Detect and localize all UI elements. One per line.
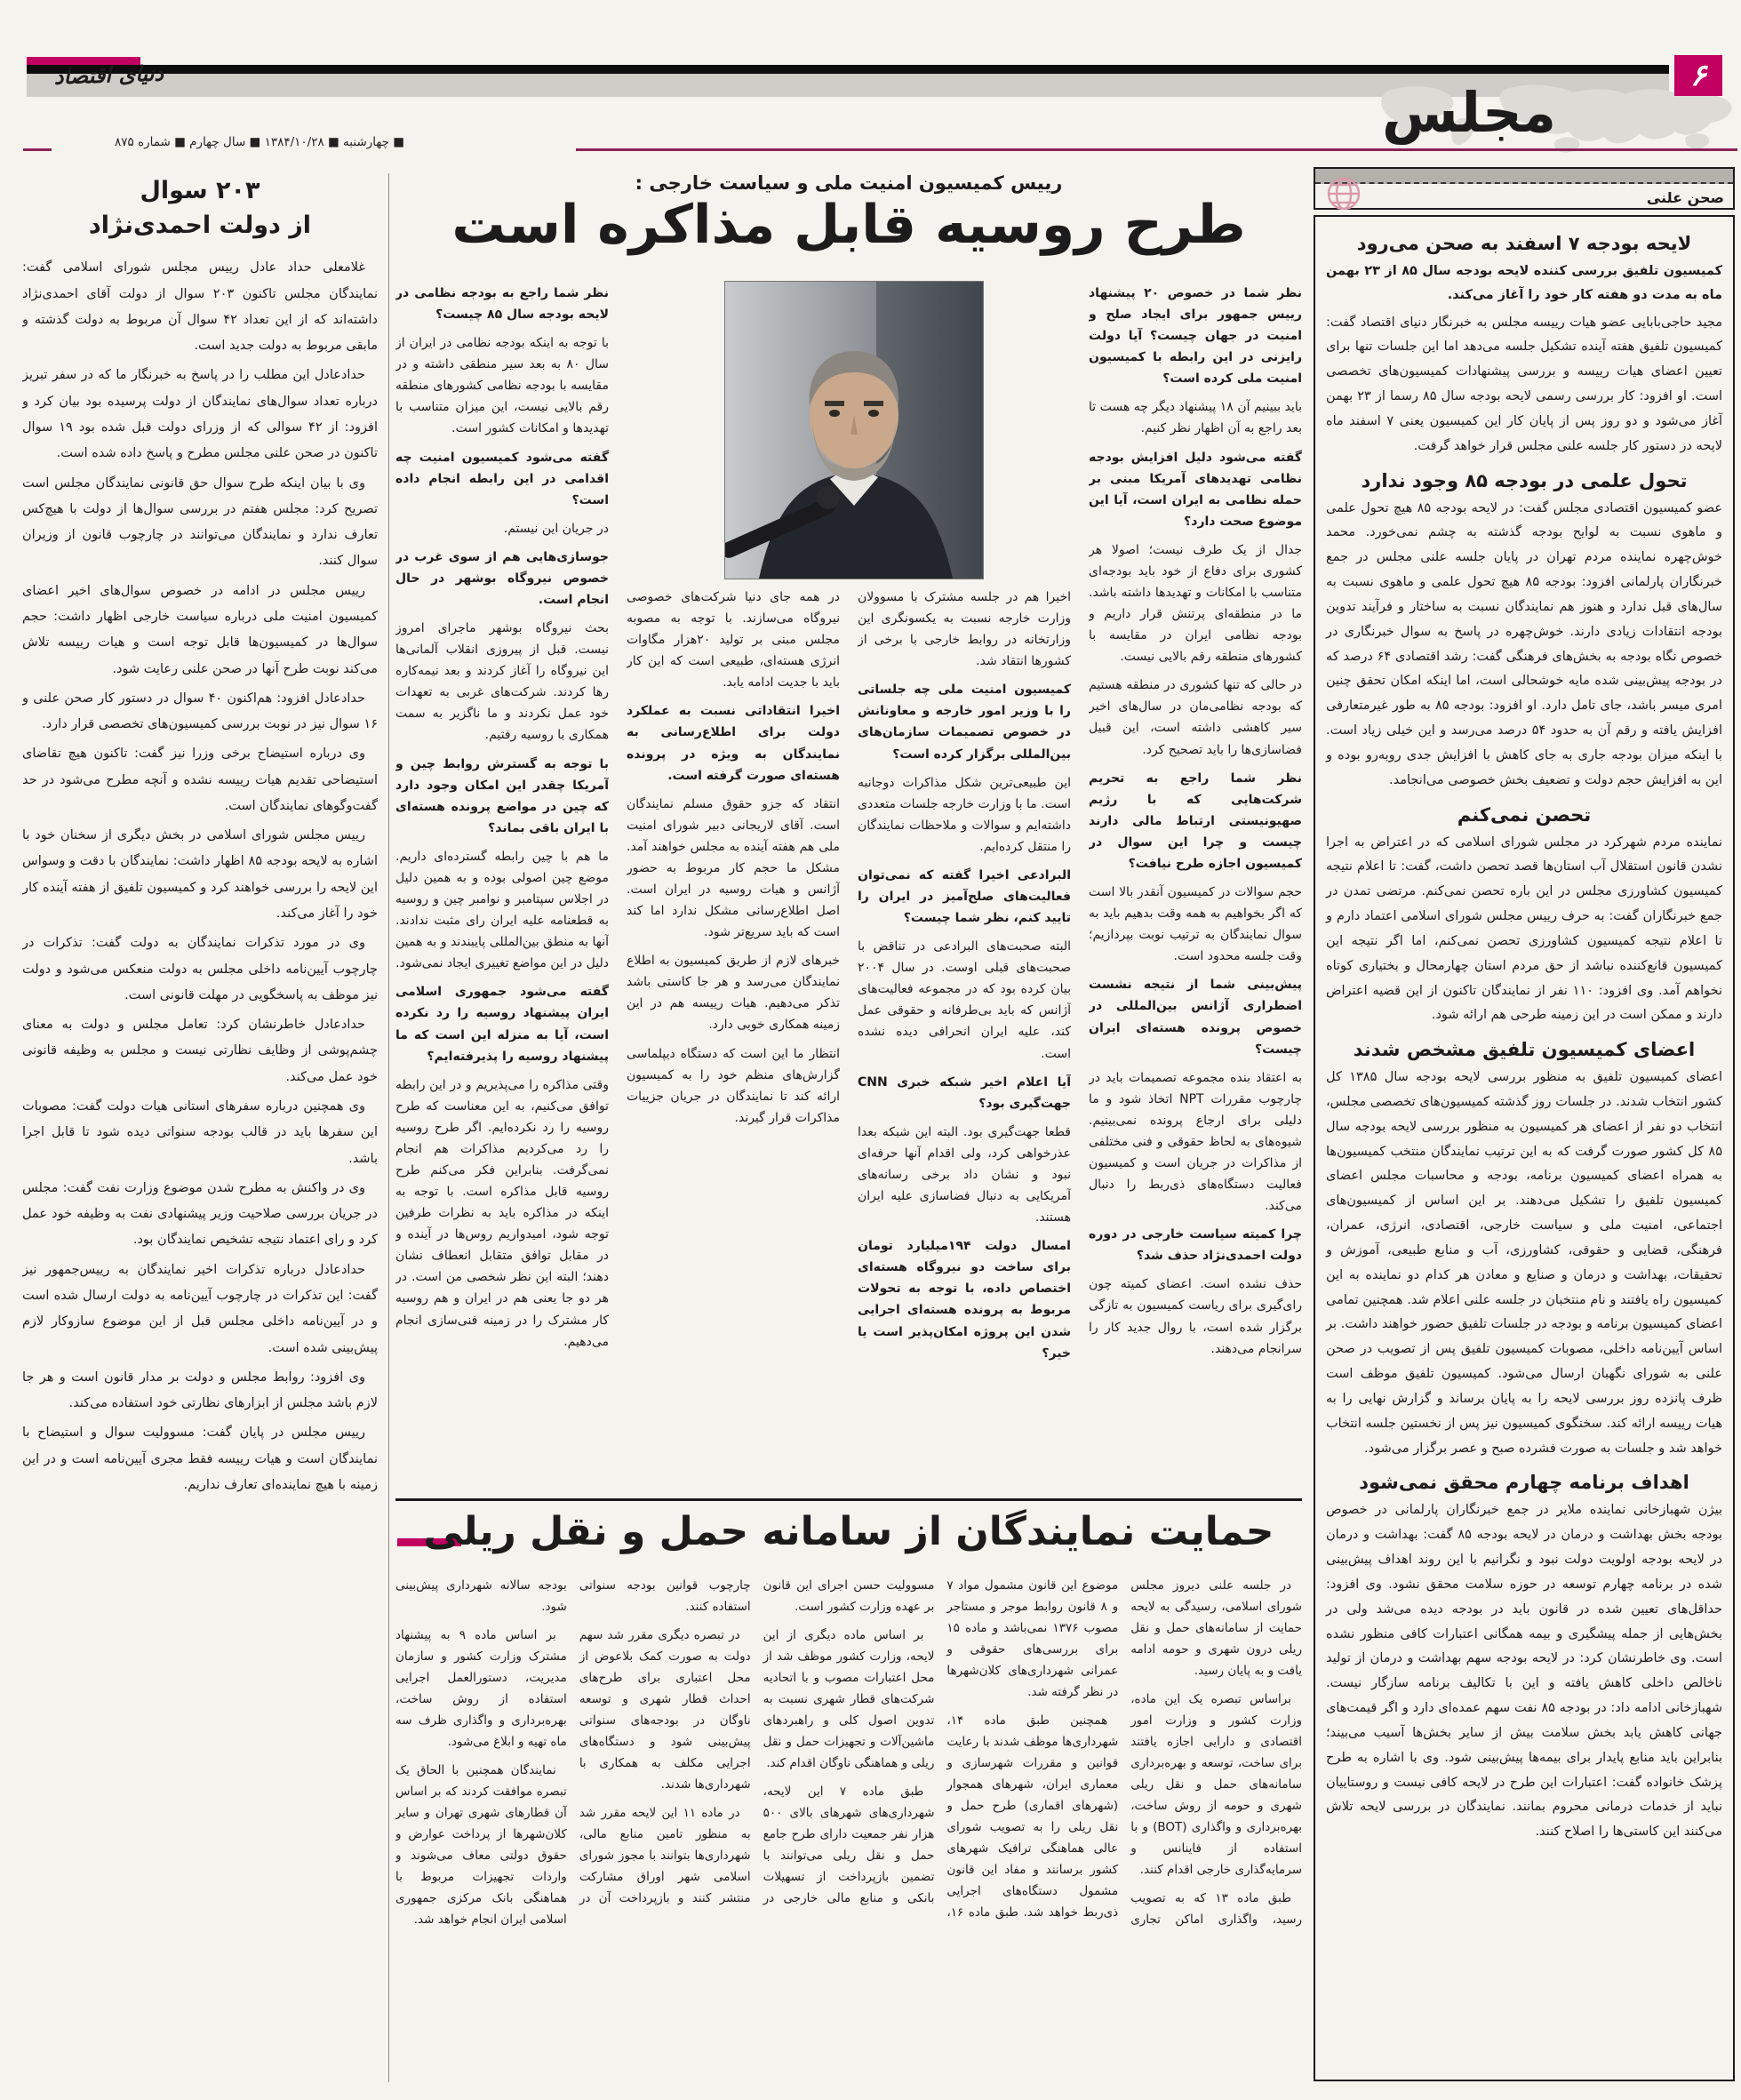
article-paragraph: حدادعادل خاطرنشان کرد: تعامل مجلس و دولت به معنای چشم‌پوشی از وظایف نظارتی نیست و مجلس به وظیفه قانونی خود عمل می‌کند. [22, 1018, 378, 1084]
article-paragraph: در ماده ۱۱ این لایحه مقرر شد به منظور تامین منابع مالی، شهرداری‌ها بتوانند با مجوز شورای اسلامی شهر اوراق مشارکت منتشر کنند و بازپرداخت آن در بودجه سالانه شهرداری پیش‌بینی شود. [395, 1578, 751, 1906]
sahn-item-body: مجید حاجی‌بابایی عضو هیات رییسه مجلس به خبرنگار دنیای اقتصاد گفت: کمیسیون تلفیق هفته آینده تشکیل جلسه می‌دهد اما این جلسات تنها برای تعیین اعضای هیات رییسه و بررسی پیشنهادات کمیسیون‌های تخصصی است. او افزود: کار بررسی رسمی لایحه بودجه سال ۸۵ رسما از ۲۳ بهمن آغاز می‌شود و دو روز پس از پایان کار این کمیسیون یعنی ۷ اسفند ماه لایحه در دستور کار جلسه علنی مجلس قرار خواهد گرفت. [1326, 315, 1723, 453]
article-paragraph: در جلسه علنی دیروز مجلس شورای اسلامی، رسیدگی به لایحه حمایت از سامانه‌های حمل و نقل ریلی درون شهری و حومه ادامه یافت و به پایان رسید. [1130, 1578, 1302, 1679]
answer-paragraph: با توجه به اینکه بودجه نظامی در ایران از سال ۸۰ به بعد سیر منطقی داشته و در مقایسه با بودجه نظامی کشورهای منطقه رقم بالایی نیست، این میزان متناسب با تهدیدها و امکانات کشور است. [395, 336, 609, 436]
interview-headline: طرح روسیه قابل مذاکره است [451, 194, 1246, 256]
interview-column-3 [627, 587, 840, 1489]
sahn-item-lead: کمیسیون تلفیق بررسی کننده لایحه بودجه سال ۸۵ از ۲۳ بهمن ماه به مدت دو هفته کار خود را آغاز می‌کند. [1326, 264, 1722, 302]
sahn-item-body: بیژن شهبازخانی نماینده ملایر در جمع خبرنگاران پارلمانی در خصوص بودجه بخش بهداشت و درمان در لایحه بودجه ۸۵ گفت: بهداشت و درمان در لایحه بودجه اولویت دولت نبود و نگرانیم با این روند اهداف پیش‌بینی شده در برنامه چهارم توسعه در حوزه سلامت محقق نشود. وی افزود: حداقل‌های تعیین شده در قانون باید در بودجه دیده می‌شد ولی در بخش‌هایی از جمله پیشگیری و بیمه همگانی اعتبارات کافی منظور نشده است. وی خاطرنشان کرد: در لایحه بودجه سهم بهداشت و درمان از تولید ناخالص داخلی کاهش یافته و این با تکالیف برنامه سازگار نیست. شهبازخانی ادامه داد: در بودجه ۸۵ نفت سهم عمده‌ای دارد و اگر قیمت‌های جهانی کاهش یابد بخش سلامت بیش از سایر بخش‌ها آسیب می‌بیند؛ بنابراین باید منابع پایدار برای بیمه‌ها پیش‌بینی شود. وی با اشاره به طرح پزشک خانواده گفت: اعتبارات این طرح در لایحه کافی نیست و روستاییان نباید از خدمات درمانی محروم بمانند. نمایندگان در بررسی لایحه تلاش می‌کنند این کاستی‌ها را اصلاح کنند. [1326, 1503, 1722, 1840]
left-article-title-line2: از دولت احمدی‌نژاد [88, 212, 312, 240]
article-paragraph: رییس مجلس شورای اسلامی در بخش دیگری از سخنان خود با اشاره به لایحه بودجه ۸۵ اظهار داشت: نمایندگان با دقت و وسواس این لایحه را بررسی خواهند کرد و کمیسیون تلفیق از هفته آینده کار خود را آغاز می‌کند. [22, 828, 378, 922]
answer-paragraph: حجم سوالات در کمیسیون آنقدر بالا است که اگر بخواهیم به همه وقت بدهیم باید به سوال نمایندگان به ترتیب نوبت بپردازیم؛ وقت جلسه محدود است. [1089, 885, 1302, 964]
sahn-item [1326, 470, 1722, 794]
answer-paragraph: در حالی که تنها کشوری در منطقه هستیم که بودجه نظامی‌مان در سال‌های اخیر سیر کاهشی داشته است، این قبیل فضاسازی‌ها را باید تصحیح کرد. [1089, 678, 1302, 757]
answer-paragraph: به اعتقاد بنده مجموعه تصمیمات باید در چارچوب مقررات NPT اتخاذ شود و ما دلیلی برای ارجاع پرونده نمی‌بینیم. شیوه‌های به لحاظ حقوقی و فنی مختلفی از مذاکرات در جریان است و کمیسیون فعالیت دستگاه‌های ذی‌ربط را دنبال می‌کند. [1089, 1070, 1302, 1214]
article-paragraph: حدادعادل این مطلب را در پاسخ به خبرنگار ما که در سفر تبریز درباره تعداد سوال‌های نمایندگان از دولت پرسیده بود بیان کرد و افزود: از ۴۲ سوالی که از وزرای دولت قبل شده بود ۱۹ سوال تاکنون در صحن علنی مجلس مطرح و پاسخ داده شده است. [22, 368, 378, 461]
section-title: مجلس [1382, 80, 1557, 145]
left-article-title-line1: ۲۰۳ سوال [140, 177, 260, 204]
question-paragraph: کمیسیون امنیت ملی چه جلساتی را با وزیر امور خارجه و معاونانش در خصوص تصمیمات سازمان‌های بین‌المللی برگزار کرده است؟ [858, 683, 1071, 762]
dateline-rule-right [576, 148, 1737, 151]
answer-paragraph: جدال از یک طرف نیست؛ اصولا هر کشوری برای دفاع از خود باید بودجه‌ای متناسب با امکانات و تهدیدها داشته باشد. ما در منطقه‌ای پرتنش قرار داریم و بودجه نظامی ایران در مقایسه با کشورهای منطقه رقم بالایی نیست. [1089, 542, 1302, 665]
interview-column-1 [1089, 283, 1302, 1489]
answer-paragraph: در جریان این نیستم. [503, 521, 609, 536]
globe-icon [1321, 172, 1367, 210]
article-paragraph: حدادعادل افزود: هم‌اکنون ۴۰ سوال در دستور کار صحن علنی و ۱۶ سوال نیز در نوبت بررسی کمیسیون‌های تخصصی قرار دارد. [22, 691, 378, 732]
sahn-item-title: تحصن نمی‌کنم [1457, 803, 1592, 826]
dateline-rule-left [23, 148, 52, 151]
answer-paragraph: در همه جای دنیا شرکت‌های خصوصی نیروگاه می‌سازند. با توجه به مصوبه مجلس مبنی بر تولید ۲۰هزار مگاوات انرژی هسته‌ای، طبیعی است که این کار باید با جدیت ادامه یابد. [627, 590, 840, 691]
left-article [22, 173, 378, 2082]
article-paragraph: طبق ماده ۱۳ که به تصویب رسید، واگذاری اماکن تجاری موضوع این قانون مشمول مواد ۷ و ۸ قانون روابط موجر و مستاجر مصوب ۱۳۷۶ نمی‌باشد و ماده ۱۵ برای بررسی‌های حقوقی و عمرانی شهرداری‌های کلان‌شهرها در نظر گرفته شد. [946, 1578, 1302, 1928]
answer-paragraph: حذف نشده است. اعضای کمیته چون رای‌گیری برای ریاست کمیسیون به تازگی برگزار شده است، با روال جدید کار را سرانجام می‌دهند. [1089, 1277, 1302, 1356]
page-number: ۶ [1689, 58, 1707, 93]
column-divider [388, 173, 389, 2082]
article-paragraph: طبق ماده ۷ این لایحه، شهرداری‌های شهرهای بالای ۵۰۰ هزار نفر جمعیت دارای طرح جامع حمل و نقل ریلی می‌توانند با تضمین بازپرداخت از تسهیلات بانکی و منابع مالی خارجی در چارچوب قوانین بودجه سنواتی استفاده کنند. [579, 1578, 935, 1906]
sahn-label: صحن علنی [1646, 189, 1724, 206]
sahn-header-box [1314, 167, 1735, 210]
answer-paragraph: باید ببینیم آن ۱۸ پیشنهاد دیگر چه هست تا بعد راجع به آن اظهار نظر کنیم. [1089, 400, 1302, 436]
question-paragraph: گفته می‌شود دلیل افزایش بودجه نظامی تهدیدهای آمریکا مبنی بر حمله نظامی به ایران است، آیا این موضوع صحت دارد؟ [1089, 450, 1302, 529]
sahn-item [1326, 804, 1722, 1029]
article-paragraph: همچنین طبق ماده ۱۴، شهرداری‌ها موظف شدند با رعایت قوانین و مقررات شهرسازی و معماری ایران، شهرهای همجوار (شهرهای اقماری) طرح حمل و نقل ریلی را به تصویب شورای عالی هماهنگی ترافیک شهرهای کشور برسانند و مفاد این قانون مشمول دستگاه‌های اجرایی ذی‌ربط خواهد شد. طبق ماده ۱۶، مسوولیت حسن اجرای این قانون بر عهده وزارت کشور است. [763, 1578, 1119, 1920]
article-paragraph: وی در مورد تذکرات نمایندگان به دولت گفت: تذکرات در چارچوب آیین‌نامه داخلی مجلس به دولت منعکس می‌شود و دولت نیز موظف به پاسخگویی در مهلت قانونی است. [22, 936, 378, 1002]
question-paragraph: نظر شما در خصوص ۲۰ پیشنهاد رییس جمهور برای ایجاد صلح و امنیت در جهان چیست؟ آیا دولت رایزنی در این رابطه با کمیسیون امنیت ملی کرده است؟ [1089, 286, 1302, 387]
question-paragraph: امسال دولت ۱۹۴میلیارد تومان برای ساخت دو نیروگاه هسته‌ای اختصاص داده، با توجه به تحولات مربوط به پرونده هسته‌ای اجرایی شدن این پروژه امکان‌پذیر است یا خیر؟ [858, 1239, 1071, 1361]
question-paragraph: با توجه به گسترش روابط چین و آمریکا چقدر این امکان وجود دارد که چین در مواضع پرونده هسته‌ای با ایران باقی بماند؟ [395, 756, 609, 835]
sahn-item-title: اعضای کمیسیون تلفیق مشخص شدند [1353, 1039, 1696, 1061]
interview-column-4 [395, 283, 609, 1489]
interview-column-2 [858, 587, 1071, 1489]
answer-paragraph: قطعا جهت‌گیری بود. البته این شبکه بعدا عذرخواهی کرد، ولی اقدام آنها حرفه‌ای نبود و نشان داد برخی رسانه‌های آمریکایی به دنبال فضاسازی علیه ایران هستند. [858, 1124, 1071, 1226]
sahn-item [1326, 1472, 1722, 1845]
sahn-content-box [1314, 215, 1735, 2081]
article-paragraph: وی با بیان اینکه طرح سوال حق قانونی نمایندگان مجلس است تصریح کرد: مجلس هفتم در بررسی سوال‌ها از دولت با هیچ‌کس تعارف ندارد و نمایندگان می‌توانند در چارچوب قانون از وزیران سوال کنند. [22, 475, 378, 569]
answer-paragraph: خبرهای لازم از طریق کمیسیون به اطلاع نمایندگان می‌رسد و هر جا کاستی باشد تذکر می‌دهیم. هیات رییسه هم در این زمینه همکاری خوبی دارد. [627, 954, 840, 1033]
answer-paragraph: وقتی مذاکره را می‌پذیریم و در این رابطه توافق می‌کنیم، به این معناست که طرح روسیه را رد نکرده‌ایم. اگر طرح روسیه را رد می‌کردیم مذاکرات هم انجام نمی‌گرفت. بنابراین فکر می‌کنم طرح روسیه قابل مذاکره است. با توجه به اینکه در مذاکره باید به نظرات طرفین توجه شود، امیدواریم روس‌ها در آینده و در مقابل توافق متقابل انعطاف نشان دهند؛ البته این نظر شخصی من است. در هر دو جا یعنی هم در ایران و هم روسیه کار مشترک را در زمینه فنی‌سازی انجام می‌دهیم. [395, 1077, 609, 1349]
sahn-item-title: لایحه بودجه ۷ اسفند به صحن می‌رود [1356, 233, 1692, 254]
sahn-header-bar [1315, 169, 1733, 184]
sahn-item-body: اعضای کمیسیون تلفیق به منظور بررسی لایحه بودجه سال ۱۳۸۵ کل کشور انتخاب شدند. در جلسات روز گذشته کمیسیون‌های تخصصی مجلس، انتخاب دو نفر از اعضای هر کمیسیون به منظور بررسی لایحه بودجه سال ۸۵ کل کشور صورت گرفت که به این ترتیب نمایندگان منتخب کمیسیون‌ها به همراه اعضای کمیسیون برنامه، بودجه و محاسبات مجلس اعضای کمیسیون تلفیق را تشکیل می‌دهند. بر این اساس از کمیسیون‌های اجتماعی، امنیت ملی و سیاست خارجی، اقتصادی، انرژی، عمران، فرهنگی، قضایی و حقوقی، کشاورزی، آب و منابع طبیعی، آموزش و تحقیقات، بهداشت و درمان و صنایع و معادن هر کدام دو نماینده به این کمیسیون راه یافتند و نام منتخبان در جلسه علنی اعلام شد. همچنین تمامی اعضای کمیسیون برنامه و بودجه در جلسات تلفیق حضور خواهند داشت. بر اساس آیین‌نامه داخلی، مصوبات کمیسیون تلفیق پس از تصویب در صحن علنی به شورای نگهبان ارسال می‌شود. کمیسیون تلفیق موظف است ظرف پانزده روز بررسی لایحه را به پایان برساند و گزارش نهایی را به هیات رییسه ارائه کند. سخنگوی کمیسیون نیز پس از نخستین جلسه انتخاب خواهد شد و جلسات به صورت فشرده صبح و عصر برگزار می‌شود. [1326, 1070, 1722, 1456]
sahn-item [1326, 1039, 1722, 1461]
question-paragraph: گفته می‌شود جمهوری اسلامی ایران پیشنهاد روسیه را رد نکرده است، آیا به منزله این است که ما پیشنهاد روسیه را پذیرفته‌ایم؟ [395, 985, 609, 1064]
bottom-section-rule [395, 1498, 1302, 1501]
article-paragraph: حدادعادل درباره تذکرات اخیر نمایندگان به رییس‌جمهور نیز گفت: این تذکرات در چارچوب آیین‌نامه به دولت ارسال شده است و در آیین‌نامه داخلی مجلس قبل از این موضوع سازوکار لازم پیش‌بینی شده است. [22, 1262, 378, 1355]
article-paragraph: وی همچنین درباره سفرهای استانی هیات دولت گفت: مصوبات این سفرها باید در قالب بودجه سنواتی دیده شود تا قابل اجرا باشد. [22, 1099, 378, 1166]
answer-paragraph: این طبیعی‌ترین شکل مذاکرات دوجانبه است. ما با وزارت خارجه جلسات متعددی داشته‌ایم و سوالات و ملاحظات نمایندگان را منتقل کرده‌ایم. [858, 775, 1071, 854]
answer-paragraph: بحث نیروگاه بوشهر ماجرای امروز نیست. قبل از پیروزی انقلاب آلمانی‌ها این نیروگاه را آغاز کردند و بعد نیمه‌کاره رها کردند. شرکت‌های غربی به تعهدات خود عمل نکردند و ما ناگزیر به سمت همکاری با روسیه رفتیم. [395, 621, 609, 743]
newspaper-nameplate: دنیای اقتصاد [53, 60, 164, 90]
answer-paragraph: اخیرا هم در جلسه مشترک با مسوولان وزارت خارجه نسبت به یکسونگری این وزارتخانه در روابط خارجی با برخی از کشورها انتقاد شد. [858, 590, 1071, 669]
question-paragraph: جوسازی‌هایی هم از سوی غرب در خصوص نیروگاه بوشهر در حال انجام است. [395, 549, 609, 608]
sahn-item-title: تحول علمی در بودجه ۸۵ وجود ندارد [1361, 469, 1688, 491]
answer-paragraph: ما هم با چین رابطه گسترده‌ای داریم. موضع چین اصولی بوده و به همین دلیل در اجلاس سپتامبر و نوامبر چین و روسیه به قطعنامه علیه ایران رای مثبت ندادند. آنها به منطق بین‌المللی پایبندند و به همین دلیل در این مواضع تغییری ایجاد نمی‌شود. [395, 849, 609, 971]
bottom-article-headline: حمایت نمایندگان از سامانه حمل و نقل ریلی [423, 1509, 1274, 1554]
article-paragraph: بر اساس ماده دیگری از این لایحه، وزارت کشور موظف شد از محل اعتبارات مصوب و با اتحادیه شرکت‌های قطار شهری نسبت به تدوین اصول کلی و راهبردهای ماشین‌آلات و تجهیزات حمل و نقل ریلی و هماهنگی ناوگان اقدام کند. [763, 1628, 935, 1771]
article-paragraph: غلامعلی حداد عادل رییس مجلس شورای اسلامی گفت: نمایندگان مجلس تاکنون ۲۰۳ سوال از دولت آقای احمدی‌نژاد داشته‌اند که از این تعداد ۴۲ سوال آن مربوط به دولت گذشته و مابقی مربوط به دولت جدید است. [22, 260, 378, 354]
question-paragraph: البرادعی اخیرا گفته که نمی‌توان فعالیت‌های صلح‌آمیز در ایران را تایید کنم، نظر شما چیست؟ [858, 867, 1071, 926]
page-number-badge [1674, 55, 1722, 96]
bottom-article-body [395, 1575, 1302, 2083]
article-paragraph: نمایندگان همچنین با الحاق یک تبصره موافقت کردند که بر اساس آن قطارهای شهری تهران و سایر کلان‌شهرها از پرداخت عوارض و حقوق دولتی معاف می‌شوند و واردات تجهیزات مربوط با هماهنگی بانک مرکزی جمهوری اسلامی ایران انجام خواهد شد. [395, 1763, 567, 1928]
sahn-item-body: نماینده مردم شهرکرد در مجلس شورای اسلامی که در اعتراض به اجرا نشدن قانون استقلال آب استان‌ها قصد تحصن داشت، گفت: تا اعلام نتیجه کمیسیون کشاورزی مجلس در این باره تحصن نمی‌کنم. مرتضی تمدن در جمع خبرنگاران گفت: به حرف رییس مجلس شورای اسلامی اعتماد دارم و تا اعلام نتیجه کمیسیون کشاورزی تحصن نمی‌کنم، اما اگر نتیجه این کمیسیون قانع‌کننده نباشد از حق مردم استان چهارمحال و بختیاری کوتاه نخواهم آمد. وی افزود: ۱۱۰ نفر از نمایندگان تاکنون از این قضیه اعتراض دارند و ممکن است در این زمینه طرحی هم ارائه شود. [1326, 834, 1722, 1023]
article-paragraph: رییس مجلس در پایان گفت: مسوولیت سوال و استیضاح با نمایندگان است و هیات رییسه فقط مجری آیین‌نامه است و در این زمینه با هیچ نماینده‌ای تعارف نداریم. [22, 1425, 378, 1492]
question-paragraph: گفته می‌شود کمیسیون امنیت چه اقدامی در این رابطه انجام داده است؟ [395, 450, 609, 507]
dateline: ■ چهارشنبه ■ ۱۳۸۴/۱۰/۲۸ ■ سال چهارم ■ شماره ۸۷۵ [114, 135, 404, 149]
left-article-body [22, 255, 378, 1498]
question-paragraph: آیا اعلام اخیر شبکه خبری CNN جهت‌گیری بود؟ [858, 1074, 1071, 1111]
sahn-item [1326, 233, 1722, 459]
left-article-title [22, 173, 378, 243]
speaker-photo [724, 281, 984, 579]
sahn-item-body: عضو کمیسیون اقتصادی مجلس گفت: در لایحه بودجه ۸۵ هیچ تحول علمی و ماهوی نسبت به لوایح بودجه گذشته به چشم نمی‌خورد. محمد خوش‌چهره نماینده مردم تهران در پایان جلسه علنی مجلس در جمع خبرنگاران پارلمانی افزود: بودجه ۸۵ هیچ تحول علمی و ماهوی نسبت به سال‌های قبل ندارد و هنوز هم نمایندگان نسبت به ساختار و فرآیند تدوین بودجه انتقادات زیادی دارند. خوش‌چهره در پاسخ به سوال خبرنگاری در خصوص نگاه بودجه به بخش‌های فرهنگی گفت: رشد اقتصادی ۶۴ درصد که در بودجه پیش‌بینی شده مایه خوشحالی است، اما اینکه امکان تحقق چنین امری میسر باشد، جای تامل دارد. او افزود: بودجه ۸۵ به طور غیرمتعارفی افزایش یافته و رقم آن به حدود ۵۴ درصد می‌رسد و این خیلی زیاد است. با اینکه میزان بودجه جاری به جای کاهش با افزایش جدی روبه‌رو بوده و این به افزایش حجم دولت و تضعیف بخش خصوصی می‌انجامد. [1326, 500, 1722, 787]
article-paragraph: رییس مجلس در ادامه در خصوص سوال‌های اخیر اعضای کمیسیون امنیت ملی درباره سیاست خارجی اظهار داشت: حجم سوال‌ها در کمیسیون‌ها قابل توجه است و هیات رییسه تلاش می‌کند نوبت طرح آنها در صحن علنی رعایت شود. [22, 583, 378, 676]
sahn-item-title: اهداف برنامه چهارم محقق نمی‌شود [1359, 1472, 1689, 1494]
answer-paragraph: انتظار ما این است که دستگاه دیپلماسی گزارش‌های منظم خود را به کمیسیون ارائه کند تا نمایندگان در جریان جزییات مذاکرات قرار گیرند. [627, 1046, 840, 1125]
article-paragraph: براساس تبصره یک این ماده، وزارت کشور و وزارت امور اقتصادی و دارایی اجازه یافتند برای ساخت، توسعه و بهره‌برداری سامانه‌های حمل و نقل ریلی شهری و حومه از روش ساخت، بهره‌برداری و واگذاری (BOT) و با استفاده از فاینانس و سرمایه‌گذاری خارجی اقدام کنند. [1130, 1692, 1302, 1878]
answer-paragraph: انتقاد که جزو حقوق مسلم نمایندگان است. آقای لاریجانی دبیر شورای امنیت ملی هم هفته آینده به مجلس خواهند آمد. مشکل ما حجم کار مربوط به حضور آژانس و هیات روسیه در ایران است. اصل اطلاع‌رسانی مشکل ندارد اما کند است که باید سریع‌تر شود. [627, 796, 840, 940]
question-paragraph: پیش‌بینی شما از نتیجه نشست اضطراری آژانس بین‌المللی در خصوص پرونده هسته‌ای ایران چیست؟ [1089, 978, 1302, 1057]
question-paragraph: نظر شما راجع به تحریم شرکت‌هایی که با رژیم صهیونیستی ارتباط مالی دارند چیست و چرا این سوال در کمیسیون اجازه طرح نیافت؟ [1089, 771, 1302, 871]
article-paragraph: بر اساس ماده ۹ به پیشنهاد مشترک وزارت کشور و سازمان مدیریت، دستورالعمل اجرایی استفاده از روش ساخت، بهره‌برداری و واگذاری ظرف سه ماه تهیه و ابلاغ می‌شود. [395, 1628, 567, 1750]
article-paragraph: وی افزود: روابط مجلس و دولت بر مدار قانون است و هر جا لازم باشد مجلس از ابزارهای نظارتی خود استفاده می‌کند. [22, 1369, 378, 1411]
question-paragraph: نظر شما راجع به بودجه نظامی در لایحه بودجه سال ۸۵ چیست؟ [395, 286, 609, 323]
header-black-bar [27, 65, 1669, 74]
question-paragraph: اخیرا انتقاداتی نسبت به عملکرد دولت برای اطلاع‌رسانی به نمایندگان به ویژه در پرونده هسته‌ای صورت گرفته است. [627, 704, 840, 783]
question-paragraph: چرا کمیته سیاست خارجی در دوره دولت احمدی‌نژاد حذف شد؟ [1089, 1227, 1302, 1264]
article-paragraph: وی در واکنش به مطرح شدن موضوع وزارت نفت گفت: مجلس در جریان بررسی صلاحیت وزیر پیشنهادی نفت به وظیفه خود عمل کرد و رای اعتماد نتیجه تشخیص نمایندگان بود. [22, 1180, 378, 1248]
article-paragraph: در تبصره دیگری مقرر شد سهم دولت به صورت کمک بلاعوض از محل اعتباری برای طرح‌های احداث قطار شهری و توسعه ناوگان در بودجه‌های سنواتی پیش‌بینی شود و دستگاه‌های اجرایی مکلف به همکاری با شهرداری‌ها شدند. [579, 1628, 751, 1793]
answer-paragraph: البته صحبت‌های البرادعی در تناقض با صحبت‌های قبلی اوست. در سال ۲۰۰۴ بیان کرده بود که در مجموعه فعالیت‌های آژانس که باید بی‌طرفانه و حقوقی عمل کند، علیه ایران انحرافی دیده نشده است. [858, 939, 1071, 1061]
interview-kicker: رییس کمیسیون امنیت ملی و سیاست خارجی : [635, 172, 1063, 194]
article-paragraph: وی درباره استیضاح برخی وزرا نیز گفت: تاکنون هیچ تقاضای استیضاحی تقدیم هیات رییسه نشده و آنچه مطرح می‌شود در حد گفت‌وگوهای نمایندگان است. [22, 747, 378, 813]
